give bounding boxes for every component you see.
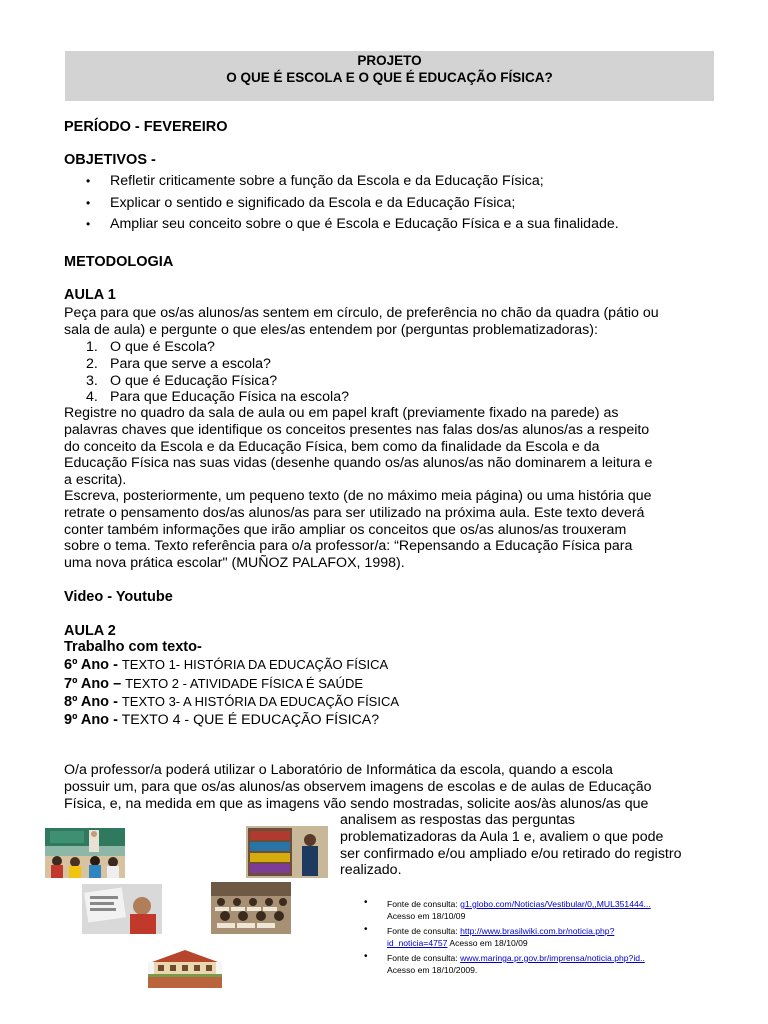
reference-item: • Fonte de consulta: http://www.brasilwiki.com.br/noticia.php? id_noticia=4757 Acesso em 18/10/09 bbox=[360, 925, 651, 949]
text-line: ser confirmado e/ou ampliado e/ou retirado do registro bbox=[340, 845, 682, 862]
library-photo bbox=[246, 826, 328, 878]
text-line: Registre no quadro da sala de aula ou em papel kraft (previamente fixado na parede) as bbox=[64, 405, 619, 421]
text-line: Escreva, posteriormente, um pequeno texto (de no máximo meia página) ou uma história que bbox=[64, 488, 652, 504]
text-line: Educação Física nas suas vidas (desenhe quando os/as alunos/as não dominarem a leitura e bbox=[64, 455, 653, 472]
text-line: Peça para que os/as alunos/as sentem em círculo, de preferência no chão da quadra (pátio ou bbox=[64, 305, 659, 321]
aula1-paragraph-1 bbox=[64, 405, 714, 489]
references-list bbox=[360, 898, 651, 979]
text-line: realizado. bbox=[340, 862, 402, 879]
aula2-subheading: Trabalho com texto- bbox=[64, 639, 202, 655]
grade-row: 7º Ano – TEXTO 2 - ATIVIDADE FÍSICA É SAÚDE bbox=[64, 676, 364, 692]
text-line: conter também informações que irão ampliar os conceitos que os/as alunos/as trouxeram bbox=[64, 521, 627, 538]
text-line: retrate o pensamento dos/as alunos/as para ser utilizado na próxima aula. Este texto deverá bbox=[64, 504, 645, 521]
reference-link[interactable]: http://www.brasilwiki.com.br/noticia.php? bbox=[460, 926, 615, 936]
text-line: do conceito da Escola e da Educação Física, bem como da finalidade da Escola e da bbox=[64, 438, 600, 455]
grade-row: 9º Ano - TEXTO 4 - QUE É EDUCAÇÃO FÍSICA? bbox=[64, 712, 380, 728]
list-item: • Explicar o sentido e significado da Escola e da Educação Física; bbox=[86, 193, 619, 215]
video-heading: Video - Youtube bbox=[64, 589, 173, 605]
project-label: PROJETO bbox=[357, 53, 422, 68]
text-line: a escrita). bbox=[64, 472, 127, 489]
reference-link[interactable]: id_noticia=4757 bbox=[387, 938, 448, 948]
reference-item: • Fonte de consulta: www.maringa.pr.gov.br/imprensa/noticia.php?id.. Acesso em 18/10/2009. bbox=[360, 952, 651, 976]
aula1-heading: AULA 1 bbox=[64, 287, 116, 303]
text-line: uma nova prática escolar" (MUÑOZ PALAFOX, 1998). bbox=[64, 555, 405, 572]
list-item: • Refletir criticamente sobre a função da Escola e da Educação Física; bbox=[86, 171, 619, 193]
grade-row: 8º Ano - TEXTO 3- A HISTÓRIA DA EDUCAÇÃO FÍSICA bbox=[64, 694, 400, 710]
aula1-intro bbox=[64, 305, 714, 339]
aula2-side-text bbox=[340, 812, 681, 879]
aula2-heading: AULA 2 bbox=[64, 623, 116, 639]
questions-list bbox=[86, 339, 349, 406]
text-line: palavras chaves que identifique os conceitos presentes nas falas dos/as alunos/as a respeito bbox=[64, 421, 650, 438]
list-item: 1. O que é Escola? bbox=[86, 339, 215, 355]
exam-photo bbox=[211, 882, 291, 934]
list-item: 4. Para que Educação Física na escola? bbox=[86, 389, 349, 406]
project-title: O QUE É ESCOLA E O QUE É EDUCAÇÃO FÍSICA? bbox=[226, 70, 553, 85]
aula1-paragraph-2 bbox=[64, 488, 714, 572]
text-line: problematizadoras da Aula 1 e, avaliem o que pode bbox=[340, 828, 664, 845]
reference-link[interactable]: www.maringa.pr.gov.br/imprensa/noticia.php?id.. bbox=[460, 953, 645, 963]
grade-row: 6º Ano - TEXTO 1- HISTÓRIA DA EDUCAÇÃO FÍSICA bbox=[64, 657, 389, 673]
periodo-heading: PERÍODO - FEVEREIRO bbox=[64, 119, 228, 135]
list-item: 2. Para que serve a escola? bbox=[86, 355, 271, 372]
school-building-photo bbox=[148, 938, 222, 988]
reference-link[interactable]: g1.globo.com/Noticias/Vestibular/0,,MUL351444... bbox=[460, 899, 651, 909]
list-item: • Ampliar seu conceito sobre o que é Escola e Educação Física e a sua finalidade. bbox=[86, 214, 619, 236]
project-title-box bbox=[65, 51, 714, 101]
metodologia-heading: METODOLOGIA bbox=[64, 254, 174, 270]
reading-photo bbox=[82, 884, 162, 934]
objetivos-heading: OBJETIVOS - bbox=[64, 152, 156, 168]
classroom-photo bbox=[45, 828, 125, 878]
text-line: sala de aula) e pergunte o que eles/as entendem por (perguntas problematizadoras): bbox=[64, 321, 598, 338]
aula2-paragraph bbox=[64, 762, 714, 812]
text-line: possuir um, para que os/as alunos/as observem imagens de escolas e de aulas de Educação bbox=[64, 778, 652, 795]
reference-item: • Fonte de consulta: g1.globo.com/Noticias/Vestibular/0,,MUL351444... Acesso em 18/10/09 bbox=[360, 898, 651, 922]
text-line: analisem as respostas das perguntas bbox=[340, 812, 576, 828]
text-line: sobre o tema. Texto referência para o/a professor/a: “Repensando a Educação Física para bbox=[64, 538, 633, 555]
text-line: O/a professor/a poderá utilizar o Laboratório de Informática da escola, quando a escola bbox=[64, 762, 613, 778]
objetivos-list bbox=[86, 171, 619, 236]
list-item: 3. O que é Educação Física? bbox=[86, 372, 278, 389]
text-line: Física, e, na medida em que as imagens vão sendo mostradas, solicite aos/às alunos/as que bbox=[64, 795, 649, 812]
